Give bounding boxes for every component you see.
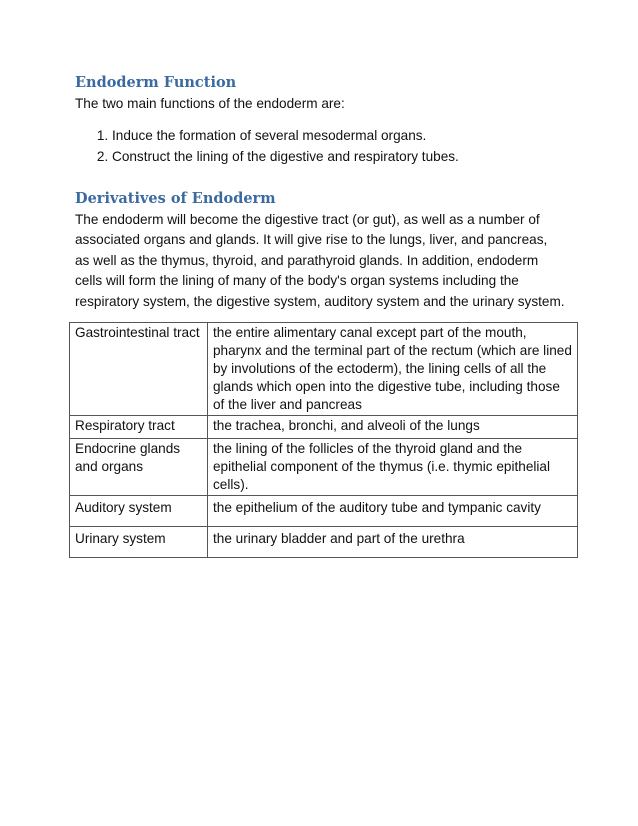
table-cell-system: Urinary system xyxy=(70,527,208,558)
document-page xyxy=(75,73,565,312)
table-cell-derivative: the trachea, bronchi, and alveoli of the lungs xyxy=(208,416,578,439)
derivatives-paragraph: The endoderm will become the digestive tract (or gut), as well as a number of associated organs and glands. It will give rise to the lungs, liver, and pancreas, as well as the thymus, thyroid, and parathyroid glands. In addition, endoderm cells will form the lining of many of the body's organ systems including the respiratory system, the digestive system, auditory system and the urinary system. xyxy=(75,211,565,309)
table-row xyxy=(70,323,578,416)
table-cell-derivative: the entire alimentary canal except part of the mouth, pharynx and the terminal part of the rectum (which are lined by involutions of the ectoderm), the lining cells of all the glands which open into the digestive tube, including those of the liver and pancreas xyxy=(208,323,578,416)
table-cell-derivative: the lining of the follicles of the thyroid gland and the epithelial component of the thymus (i.e. thymic epithelial cells). xyxy=(208,439,578,496)
table-row xyxy=(70,496,578,527)
table-row xyxy=(70,527,578,558)
table-cell-system: Respiratory tract xyxy=(70,416,208,439)
list-item: 2. Construct the lining of the digestive and respiratory tubes. xyxy=(112,146,565,167)
table-row xyxy=(70,439,578,496)
section-intro-text: The two main functions of the endoderm are: xyxy=(75,96,345,111)
table-row xyxy=(70,416,578,439)
derivatives-table xyxy=(69,322,578,558)
section-heading-derivatives: Derivatives of Endoderm xyxy=(75,189,276,207)
function-list xyxy=(75,125,565,167)
section-heading-endoderm-function: Endoderm Function xyxy=(75,74,237,91)
table-cell-derivative: the urinary bladder and part of the urethra xyxy=(208,527,578,558)
table-cell-derivative: the epithelium of the auditory tube and tympanic cavity xyxy=(208,496,578,527)
table-cell-system: Auditory system xyxy=(70,496,208,527)
table-cell-system: Gastrointestinal tract xyxy=(70,323,208,416)
list-item: 1. Induce the formation of several mesodermal organs. xyxy=(112,125,565,146)
table-cell-system: Endocrine glands and organs xyxy=(70,439,208,496)
